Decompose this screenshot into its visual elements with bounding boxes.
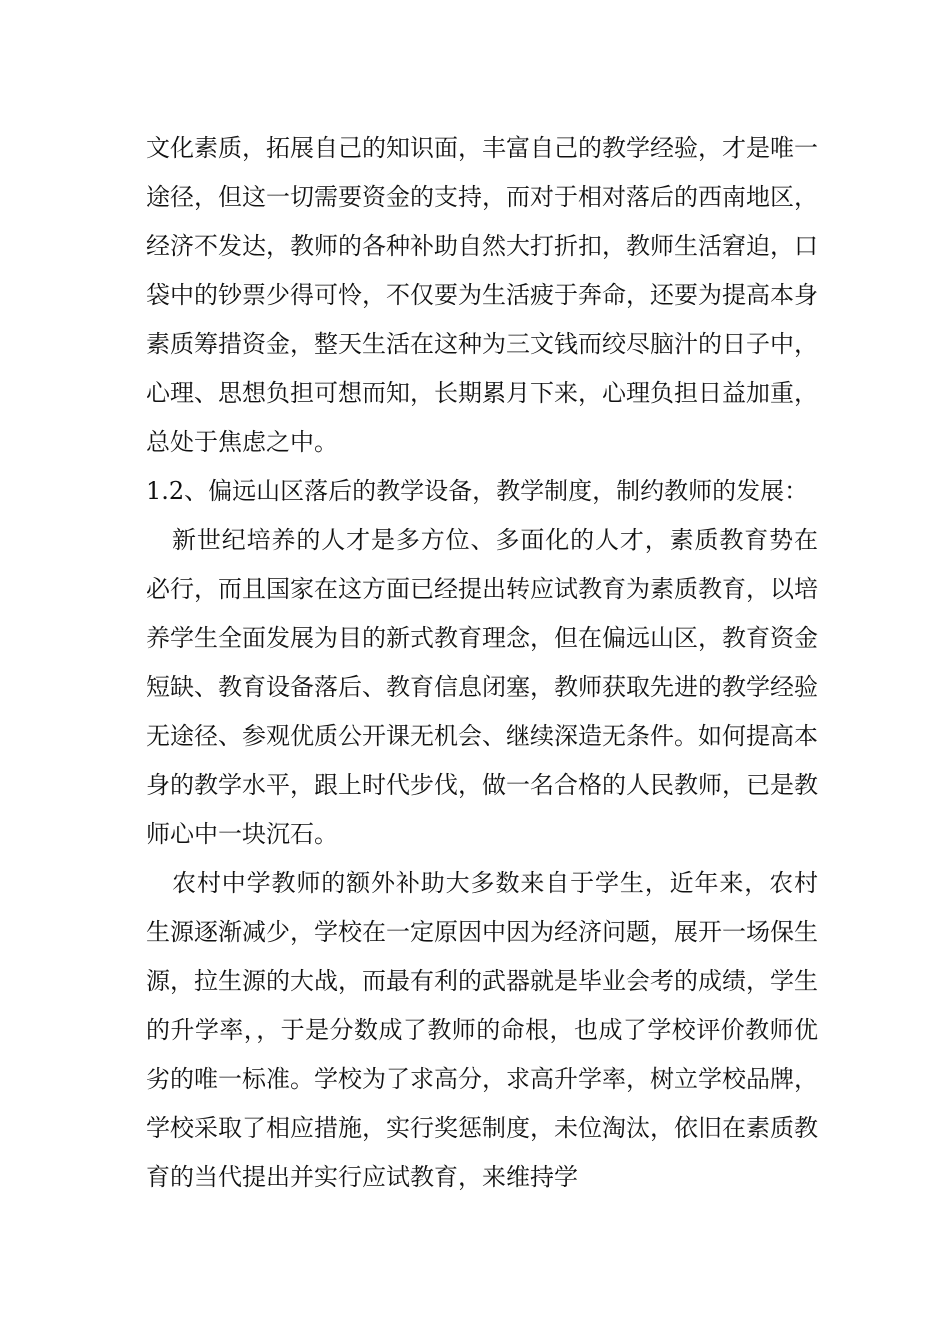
paragraph-rural-teachers: 农村中学教师的额外补助大多数来自于学生，近年来，农村生源逐渐减少，学校在一定原因中因为经济问题，展开一场保生源，拉生源的大战，而最有利的武器就是毕业会考的成绩，学生的升学率，，于是分数成了教师的命根，也成了学校评价教师优劣的唯一标准。学校为了求高分，求高升学率，树立学校品牌，学校采取了相应措施，实行奖惩制度，未位淘汰，依旧在素质教育的当代提出并实行应试教育，来维持学 [146,869,818,1191]
document-body [146,124,818,1202]
section-heading-1-2: 1.2、偏远山区落后的教学设备，教学制度，制约教师的发展： [146,477,809,505]
paragraph-new-century: 新世纪培养的人才是多方位、多面化的人才，素质教育势在必行，而且国家在这方面已经提出转应试教育为素质教育，以培养学生全面发展为目的新式教育理念，但在偏远山区，教育资金短缺、教育设备落后、教育信息闭塞，教师获取先进的教学经验无途径、参观优质公开课无机会、继续深造无条件。如何提高本身的教学水平，跟上时代步伐，做一名合格的人民教师，已是教师心中一块沉石。 [146,526,818,848]
paragraph-continued: 文化素质，拓展自己的知识面，丰富自己的教学经验，才是唯一途径，但这一切需要资金的支持，而对于相对落后的西南地区，经济不发达，教师的各种补助自然大打折扣，教师生活窘迫，口袋中的钞票少得可怜，不仅要为生活疲于奔命，还要为提高本身素质筹措资金，整天生活在这种为三文钱而绞尽脑汁的日子中，心理、思想负担可想而知，长期累月下来，心理负担日益加重，总处于焦虑之中。 [146,134,818,456]
